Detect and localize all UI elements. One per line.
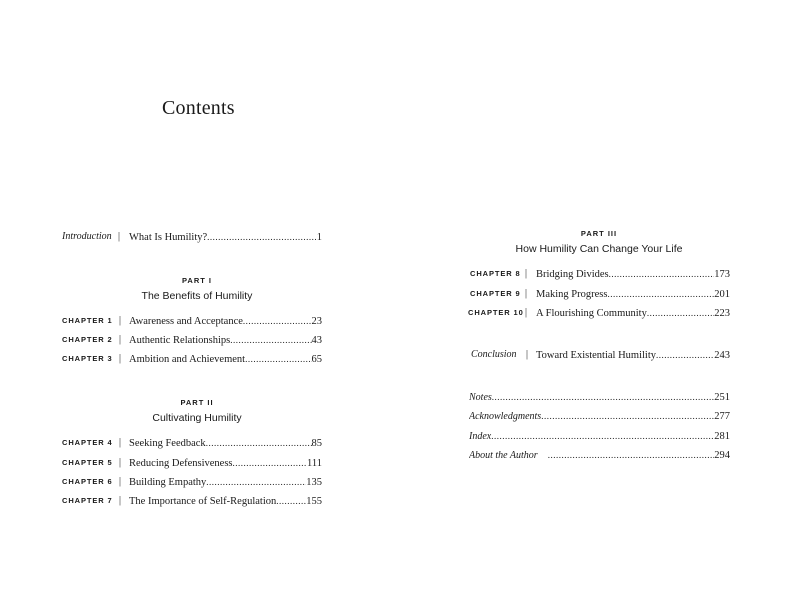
back-matter-page: 281	[714, 431, 730, 442]
separator: |	[119, 437, 122, 448]
chapter-label: CHAPTER 5	[62, 458, 113, 467]
leader-dots	[206, 475, 306, 489]
chapter-title: Seeking Feedback	[129, 438, 206, 449]
chapter-page: 23	[311, 316, 322, 327]
chapter-entry	[536, 267, 730, 282]
separator: |	[118, 231, 121, 242]
toc-chapter-8[interactable]	[468, 267, 730, 281]
chapter-page: 111	[307, 458, 322, 469]
back-matter-title: Notes	[469, 392, 492, 403]
back-matter-page: 294	[714, 450, 730, 461]
leader-dots	[548, 448, 715, 462]
part-3-title: How Humility Can Change Your Life	[515, 243, 683, 255]
separator: |	[119, 457, 122, 468]
chapter-title: A Flourishing Community	[536, 308, 647, 319]
separator: |	[525, 268, 528, 279]
toc-notes[interactable]	[469, 390, 730, 404]
leader-dots	[233, 456, 308, 470]
separator: |	[119, 495, 122, 506]
chapter-page: 201	[714, 289, 730, 300]
back-matter-title: Index	[469, 431, 492, 442]
leader-dots	[243, 314, 312, 328]
chapter-label: CHAPTER 9	[470, 289, 521, 298]
back-matter-entry	[469, 390, 730, 405]
chapter-page: 173	[714, 269, 730, 280]
chapter-page: 135	[306, 477, 322, 488]
intro-page: 1	[316, 232, 322, 243]
back-matter-title: About the Author	[469, 450, 538, 461]
toc-chapter-1[interactable]	[62, 314, 322, 328]
toc-introduction[interactable]	[62, 230, 322, 244]
back-matter-entry	[469, 448, 730, 463]
chapter-page: 43	[311, 335, 322, 346]
chapter-title: Authentic Relationships	[129, 335, 231, 346]
separator: |	[526, 349, 529, 360]
leader-dots	[245, 352, 311, 366]
chapter-label: CHAPTER 4	[62, 438, 113, 447]
toc-chapter-5[interactable]	[62, 456, 322, 470]
chapter-title: Awareness and Acceptance	[129, 316, 243, 327]
chapter-title: Ambition and Achievement	[129, 354, 246, 365]
chapter-title: Making Progress	[536, 289, 608, 300]
separator: |	[119, 315, 122, 326]
chapter-entry	[536, 287, 730, 302]
toc-chapter-10[interactable]	[468, 306, 730, 320]
toc-chapter-3[interactable]	[62, 352, 322, 366]
leader-dots	[541, 409, 714, 423]
leader-dots	[609, 267, 715, 281]
chapter-label: CHAPTER 3	[62, 354, 113, 363]
toc-index[interactable]	[469, 429, 730, 443]
separator: |	[119, 353, 122, 364]
back-matter-title: Acknowledgments	[469, 411, 542, 422]
chapter-label: CHAPTER 7	[62, 496, 113, 505]
back-matter-page: 277	[714, 411, 730, 422]
chapter-label: CHAPTER 8	[470, 269, 521, 278]
toc-chapter-2[interactable]	[62, 333, 322, 347]
back-matter-page: 251	[714, 392, 730, 403]
leader-dots	[207, 230, 317, 244]
chapter-page: 155	[306, 496, 322, 507]
conclusion-entry	[536, 348, 730, 363]
separator: |	[525, 307, 528, 318]
intro-label: Introduction	[62, 231, 112, 242]
chapter-title: Bridging Divides	[536, 269, 609, 280]
leader-dots	[656, 348, 714, 362]
chapter-entry	[129, 352, 322, 367]
separator: |	[525, 288, 528, 299]
toc-chapter-9[interactable]	[468, 287, 730, 301]
chapter-title: Reducing Defensiveness	[129, 458, 233, 469]
chapter-label: CHAPTER 1	[62, 316, 113, 325]
part-2-title: Cultivating Humility	[152, 412, 242, 424]
part-2-label: PART II	[180, 398, 214, 407]
part-1-label: PART I	[181, 276, 213, 285]
chapter-entry	[536, 306, 730, 321]
leader-dots	[230, 333, 311, 347]
toc-chapter-7[interactable]	[62, 494, 322, 508]
intro-entry	[129, 230, 322, 245]
back-matter-entry	[469, 409, 730, 424]
part-1-title: The Benefits of Humility	[141, 290, 253, 302]
leader-dots	[492, 390, 714, 404]
chapter-label: CHAPTER 10	[468, 308, 524, 317]
part-3-label: PART III	[580, 229, 618, 238]
chapter-entry	[129, 494, 322, 509]
chapter-entry	[129, 475, 322, 490]
chapter-title: Building Empathy	[129, 477, 207, 488]
page-title: Contents	[162, 97, 235, 119]
conclusion-label: Conclusion	[471, 349, 517, 360]
chapter-entry	[129, 456, 322, 471]
toc-about-the-author[interactable]	[469, 448, 730, 462]
separator: |	[119, 476, 122, 487]
toc-chapter-6[interactable]	[62, 475, 322, 489]
toc-conclusion[interactable]	[471, 348, 730, 362]
chapter-page: 65	[311, 354, 322, 365]
conclusion-title: Toward Existential Humility	[536, 350, 656, 361]
separator: |	[119, 334, 122, 345]
leader-dots	[276, 494, 306, 508]
chapter-entry	[129, 314, 322, 329]
back-matter-entry	[469, 429, 730, 444]
conclusion-page: 243	[714, 350, 730, 361]
chapter-label: CHAPTER 6	[62, 477, 113, 486]
intro-title: What Is Humility?	[129, 232, 208, 243]
chapter-page: 85	[311, 438, 322, 449]
leader-dots	[647, 306, 714, 320]
toc-acknowledgments[interactable]	[469, 409, 730, 423]
chapter-entry	[129, 333, 322, 348]
toc-chapter-4[interactable]	[62, 436, 322, 450]
leader-dots	[607, 287, 714, 301]
leader-dots	[491, 429, 714, 443]
chapter-entry	[129, 436, 322, 451]
chapter-label: CHAPTER 2	[62, 335, 113, 344]
chapter-title: The Importance of Self-Regulation	[129, 496, 277, 507]
chapter-page: 223	[714, 308, 730, 319]
leader-dots	[206, 436, 312, 450]
